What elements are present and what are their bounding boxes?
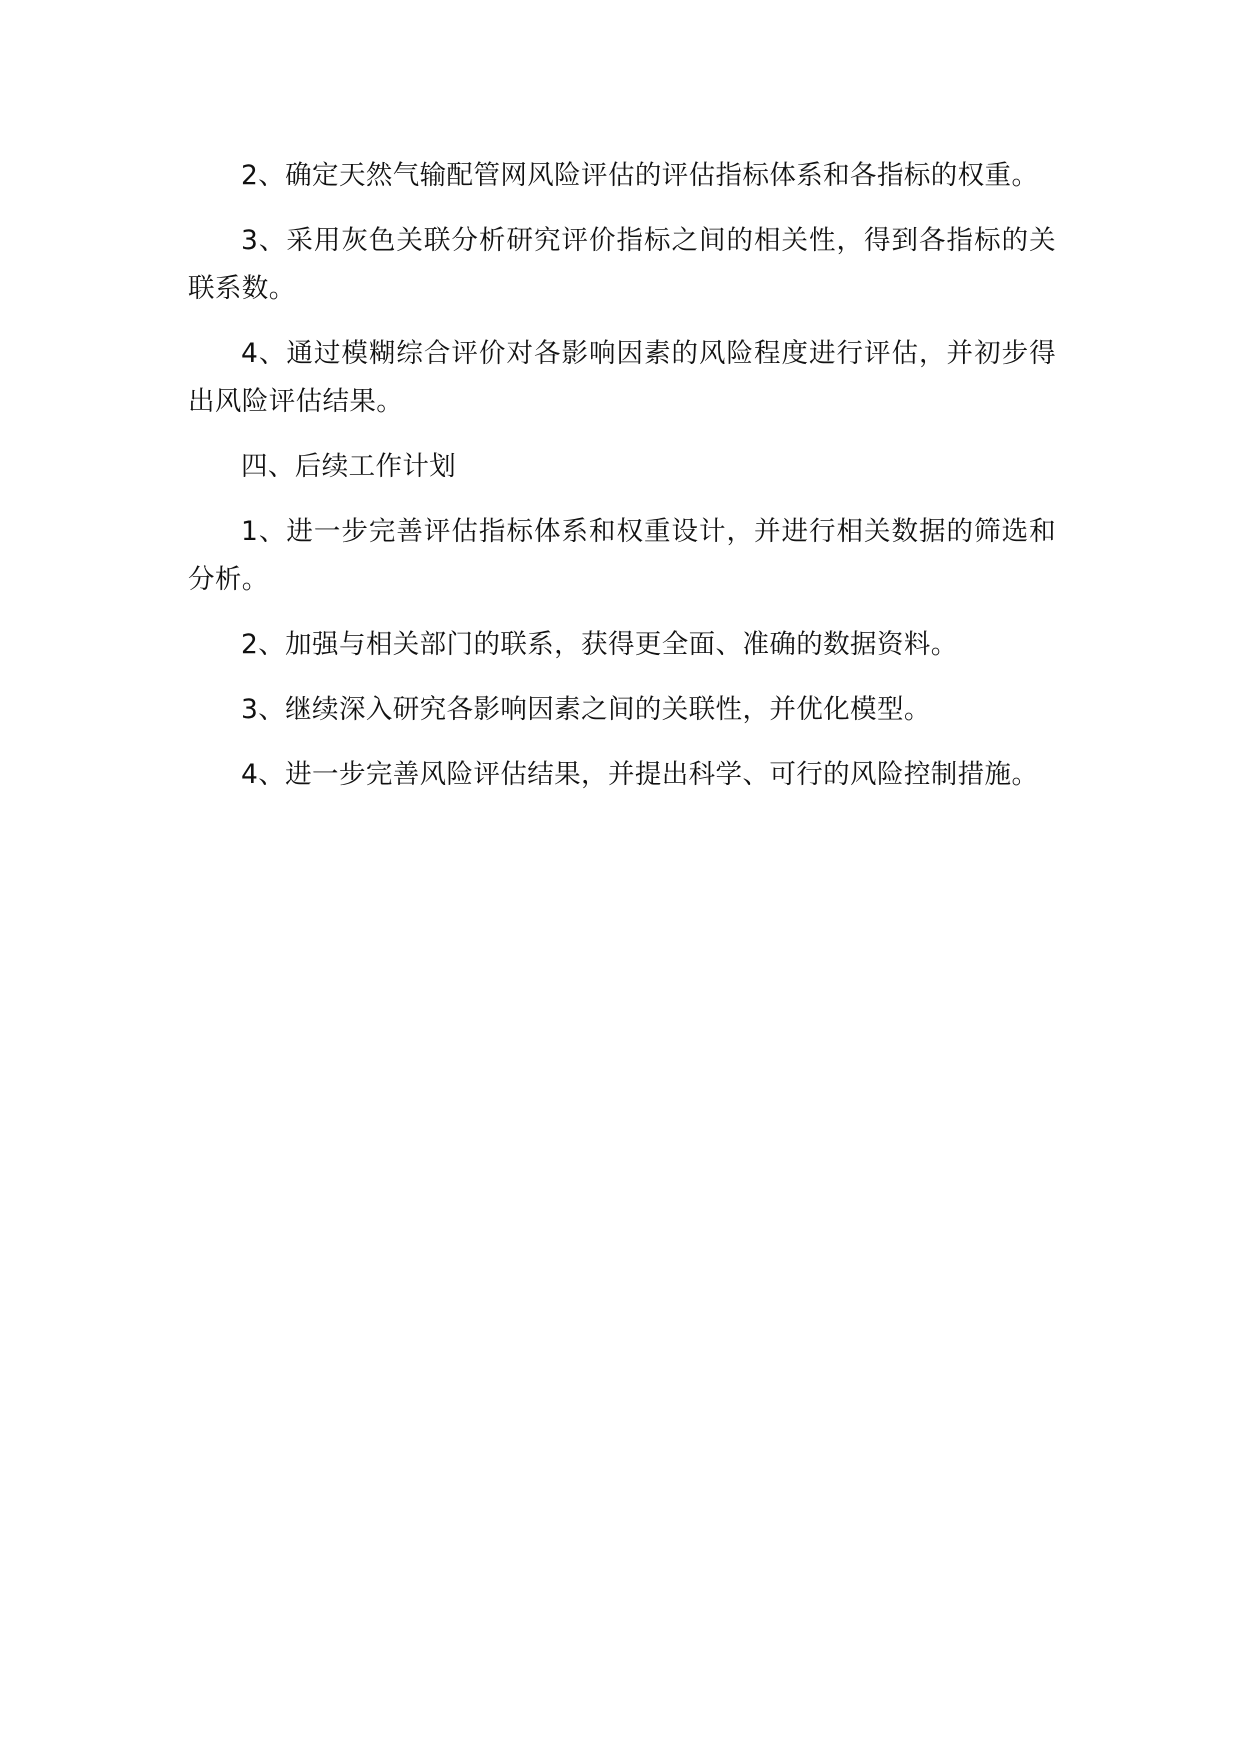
plan-item-3: 3、继续深入研究各影响因素之间的关联性，并优化模型。	[241, 694, 931, 725]
paragraph-item-4-fuzzy-evaluation: 4、通过模糊综合评价对各影响因素的风险程度进行评估，并初步得出风险评估结果。	[188, 338, 1056, 417]
plan-item-4: 4、进一步完善风险评估结果，并提出科学、可行的风险控制措施。	[241, 759, 1039, 790]
plan-item-2: 2、加强与相关部门的联系，获得更全面、准确的数据资料。	[241, 629, 958, 660]
paragraph-item-2-weights: 2、确定天然气输配管网风险评估的评估指标体系和各指标的权重。	[241, 160, 1039, 191]
section-heading-follow-up-plan: 四、后续工作计划	[241, 451, 457, 482]
document-body	[188, 152, 1056, 816]
paragraph-item-3-grey-relational: 3、采用灰色关联分析研究评价指标之间的相关性，得到各指标的关联系数。	[188, 225, 1056, 304]
plan-item-1: 1、进一步完善评估指标体系和权重设计，并进行相关数据的筛选和分析。	[188, 516, 1056, 595]
